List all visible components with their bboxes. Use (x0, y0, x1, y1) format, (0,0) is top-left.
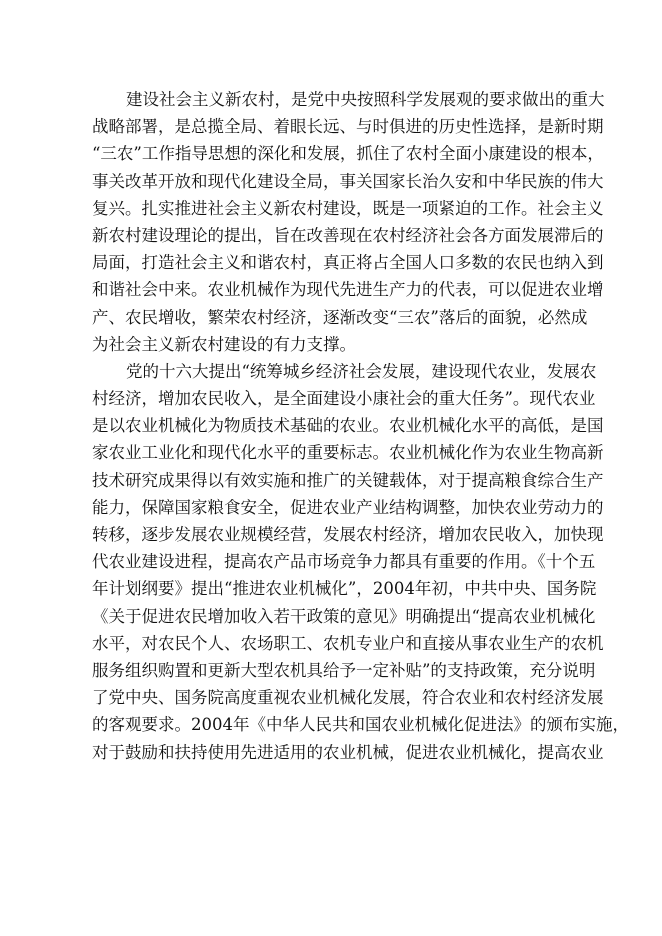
text-line: 建设社会主义新农村，是党中央按照科学发展观的要求做出的重大 (126, 90, 605, 109)
text-line: 事关改革开放和现代化建设全局，事关国家长治久安和中华民族的伟大 (92, 171, 604, 191)
text-line: 代农业建设进程，提高农产品市场竞争力都具有重要的作用。《十个五 (92, 552, 596, 572)
document-page (92, 86, 629, 766)
text-line: 为社会主义新农村建设的有力支撑。 (92, 334, 356, 354)
text-line: 了党中央、国务院高度重视农业机械化发展，符合农业和农村经济发展 (92, 688, 604, 708)
text-line: 战略部署，是总揽全局、着眼长远、与时俱进的历史性选择，是新时期 (92, 117, 604, 137)
text-line: 服务组织购置和更新大型农机具给予一定补贴”的支持政策，充分说明 (92, 660, 596, 680)
text-line: 水平，对农民个人、农场职工、农机专业户和直接从事农业生产的农机 (92, 633, 604, 653)
text-line: 是以农业机械化为物质技术基础的农业。农业机械化水平的高低，是国 (92, 416, 604, 436)
text-line: 年计划纲要》提出“推进农业机械化”，2004年初，中共中央、国务院 (92, 579, 597, 599)
text-line: 和谐社会中来。农业机械作为现代先进生产力的代表，可以促进农业增 (92, 280, 604, 300)
text-line: 新农村建设理论的提出，旨在改善现在农村经济社会各方面发展滞后的 (92, 225, 604, 245)
text-line: 技术研究成果得以有效实施和推广的关键载体，对于提高粮食综合生产 (92, 470, 604, 490)
text-line: 的客观要求。2004年《中华人民共和国农业机械化促进法》的颁布实施， (92, 715, 629, 735)
text-line: 《关于促进农民增加收入若干政策的意见》明确提出“提高农业机械化 (92, 606, 596, 626)
paragraph-1 (92, 86, 605, 358)
text-line: 转移，逐步发展农业规模经营，发展农村经济，增加农民收入，加快现 (92, 525, 604, 544)
text-line: 产、农民增收，繁荣农村经济，逐渐改变“三农”落后的面貌，必然成 (92, 307, 588, 327)
text-line: 村经济，增加农民收入，是全面建设小康社会的重大任务”。现代农业 (92, 389, 596, 409)
text-line: 对于鼓励和扶持使用先进适用的农业机械，促进农业机械化，提高农业 (92, 742, 604, 762)
text-line: 复兴。扎实推进社会主义新农村建设，既是一项紧迫的工作。社会主义 (92, 198, 604, 218)
text-line: 局面，打造社会主义和谐农村，真正将占全国人口多数的农民也纳入到 (92, 253, 604, 273)
text-line: “三农”工作指导思想的深化和发展，抓住了农村全面小康建设的根本， (92, 144, 604, 164)
text-line: 家农业工业化和现代化水平的重要标志。农业机械化作为农业生物高新 (92, 443, 604, 463)
text-line: 能力，保障国家粮食安全，促进农业产业结构调整，加快农业劳动力的 (92, 497, 604, 517)
paragraph-2 (92, 358, 629, 766)
text-line: 党的十六大提出“统筹城乡经济社会发展，建设现代农业，发展农 (126, 361, 597, 381)
